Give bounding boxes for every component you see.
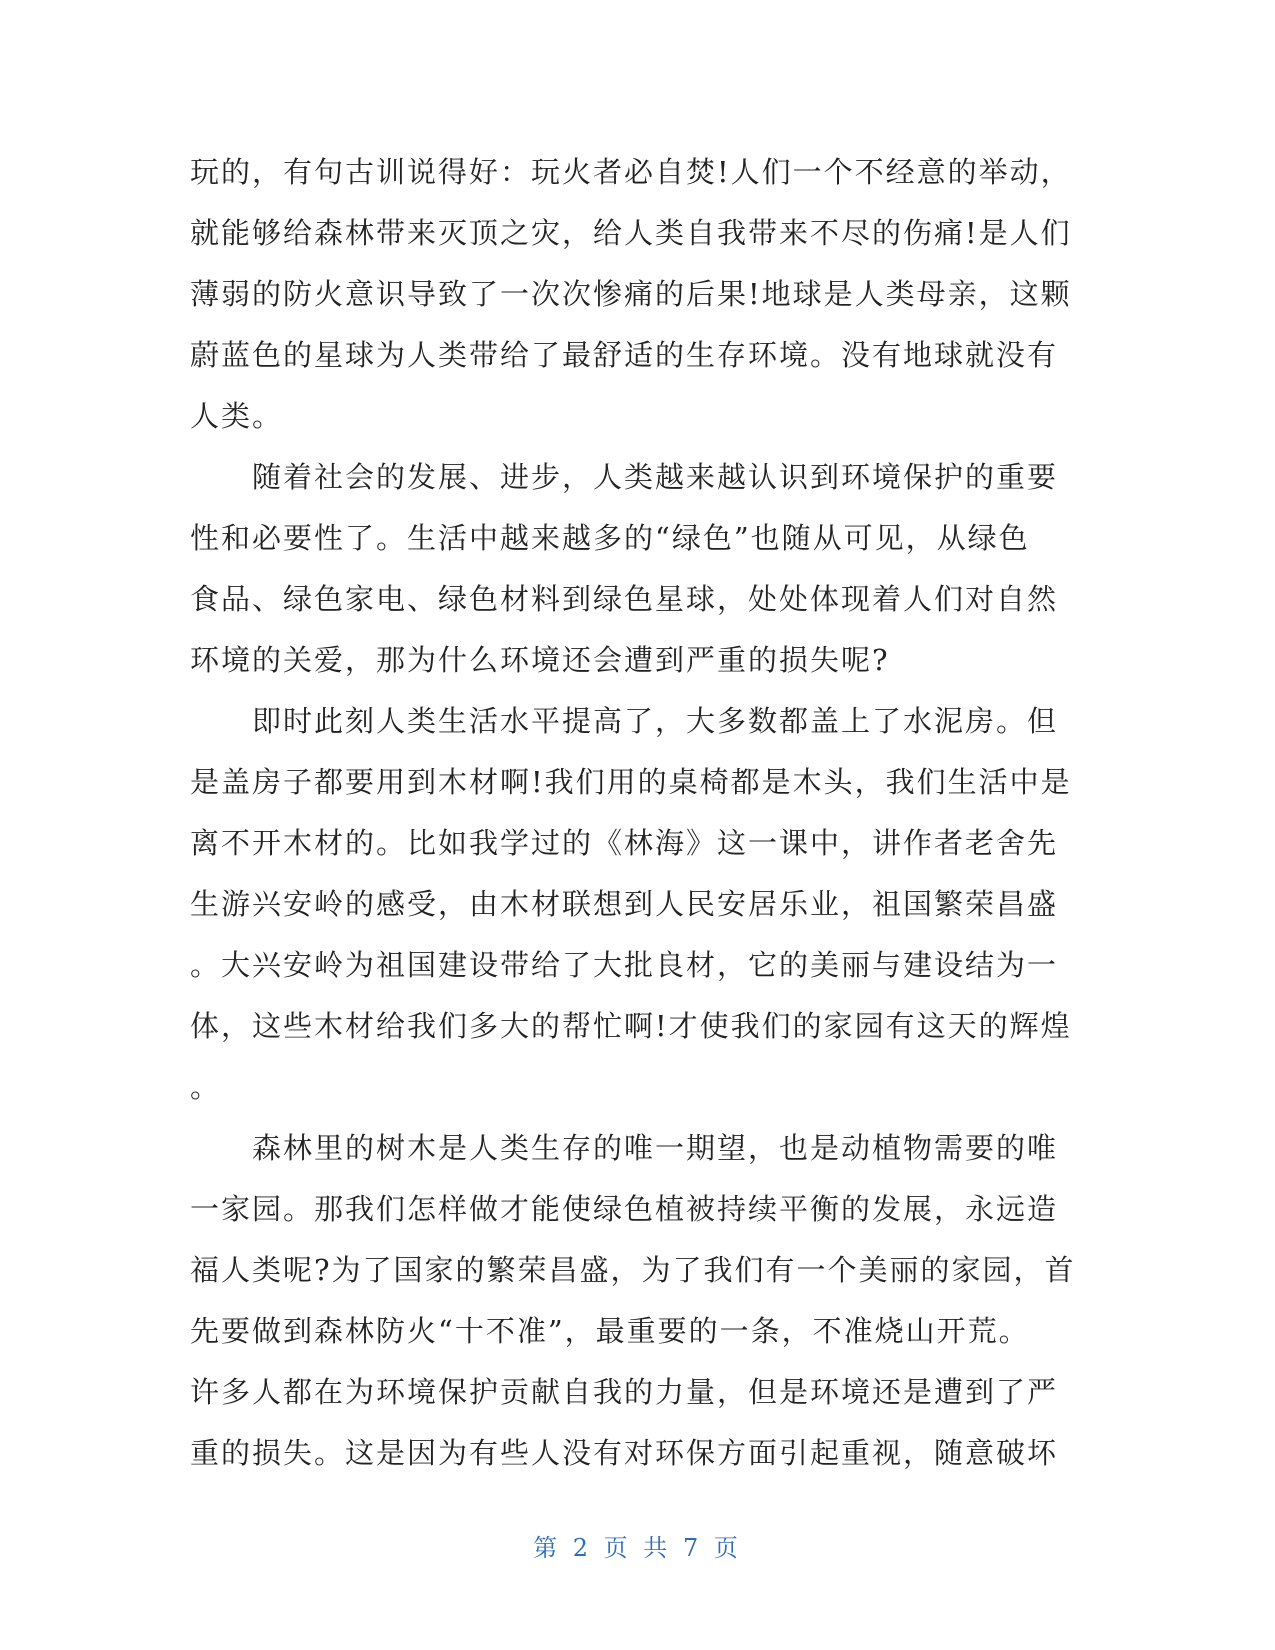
text-line: 重的损失。这是因为有些人没有对环保方面引起重视，随意破坏 <box>190 1436 1059 1470</box>
text-line: 蔚蓝色的星球为人类带给了最舒适的生存环境。没有地球就没有 <box>190 338 1059 372</box>
text-line: 环境的关爱，那为什么环境还会遭到严重的损失呢? <box>190 643 890 677</box>
text-line: 体，这些木材给我们多大的帮忙啊!才使我们的家园有这天的辉煌 <box>190 1009 1072 1043</box>
body-text <box>190 142 1080 1484</box>
paragraph-4 <box>190 1118 1080 1484</box>
text-line: 先要做到森林防火“十不准”，最重要的一条，不准烧山开荒。 <box>190 1314 1030 1348</box>
text-line: 生游兴安岭的感受，由木材联想到人民安居乐业，祖国繁荣昌盛 <box>190 887 1059 921</box>
paragraph-1 <box>190 142 1080 447</box>
text-line: 人类。 <box>190 399 284 433</box>
text-line: 离不开木材的。比如我学过的《林海》这一课中，讲作者老舍先 <box>190 826 1059 860</box>
text-line: 薄弱的防火意识导致了一次次惨痛的后果!地球是人类母亲，这颗 <box>190 277 1072 311</box>
text-line: 随着社会的发展、进步，人类越来越认识到环境保护的重要 <box>252 460 1059 494</box>
paragraph-2 <box>190 447 1080 691</box>
text-line: 食品、绿色家电、绿色材料到绿色星球，处处体现着人们对自然 <box>190 582 1059 616</box>
text-line: 玩的，有句古训说得好：玩火者必自焚!人们一个不经意的举动， <box>190 155 1072 189</box>
page-number-footer: 第 2 页 共 7 页 <box>533 1534 742 1562</box>
text-line: 森林里的树木是人类生存的唯一期望，也是动植物需要的唯 <box>252 1131 1059 1165</box>
text-line: 就能够给森林带来灭顶之灾，给人类自我带来不尽的伤痛!是人们 <box>190 216 1072 250</box>
text-line: 一家园。那我们怎样做才能使绿色植被持续平衡的发展，永远造 <box>190 1192 1059 1226</box>
text-line: 许多人都在为环境保护贡献自我的力量，但是环境还是遭到了严 <box>190 1375 1059 1409</box>
text-line: 福人类呢?为了国家的繁荣昌盛，为了我们有一个美丽的家园，首 <box>190 1253 1076 1287</box>
text-line: 即时此刻人类生活水平提高了，大多数都盖上了水泥房。但 <box>252 704 1059 738</box>
text-line: 性和必要性了。生活中越来越多的“绿色”也随从可见，从绿色 <box>190 521 1030 555</box>
text-line: 。大兴安岭为祖国建设带给了大批良材，它的美丽与建设结为一 <box>190 948 1059 982</box>
paragraph-3 <box>190 691 1080 1118</box>
text-line: 是盖房子都要用到木材啊!我们用的桌椅都是木头，我们生活中是 <box>190 765 1072 799</box>
text-line: 。 <box>190 1070 222 1104</box>
